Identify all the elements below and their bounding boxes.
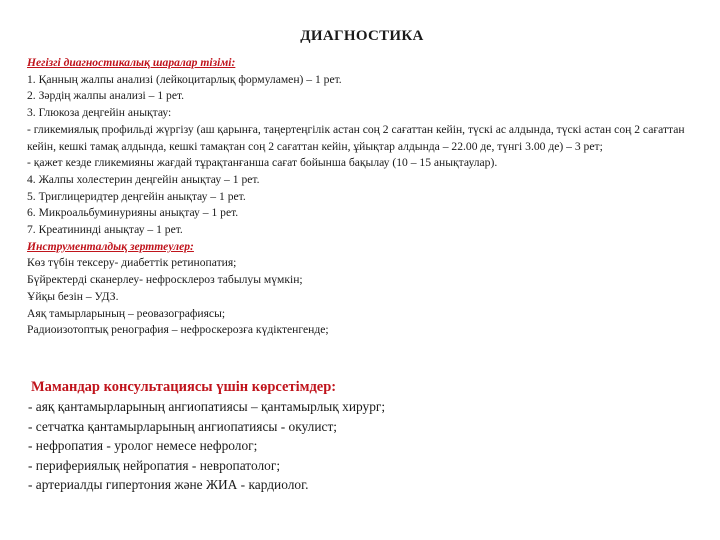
diagnostic-item: - қажет кезде гликемияны жағдай тұрақтанғанша сағат бойынша бақылау (10 – 15 анықтаулар).	[27, 156, 498, 170]
diagnostic-item: 7. Креатининді анықтау – 1 рет.	[27, 223, 183, 237]
diagnostic-item: 6. Микроальбуминурияны анықтау – 1 рет.	[27, 206, 239, 220]
instrumental-heading: Инструменталдық зерттеулер:	[27, 239, 194, 253]
diagnostic-item: - гликемиялық профильді жүргізу (аш қарынға, таңертеңгілік астан соң 2 сағаттан кейін, түскі ас алдында, түскі астан соң 2 сағаттан кейін, кешкі тамақ алдында, кешкі тамақтан соң 2 сағаттан кейін, ұйықтар алдында – 22.00 де, түнгі 3.00 де) – 3 рет;	[27, 122, 685, 153]
page-title: ДИАГНОСТИКА	[300, 28, 424, 44]
instrumental-item: Радиоизотоптық ренография – нефроскерозға күдіктенгенде;	[27, 323, 329, 337]
diagnostic-item: 2. Зәрдің жалпы анализі – 1 рет.	[27, 89, 185, 103]
consultation-item: - аяқ қантамырларының ангиопатиясы – қантамырлық хирург;	[28, 399, 386, 414]
consultation-heading: Мамандар консультациясы үшін көрсетімдер:	[31, 379, 337, 395]
instrumental-item: Ұйқы безін – УДЗ.	[27, 289, 119, 303]
consultation-item: - артериалды гипертония және ЖИА - кардиолог.	[28, 477, 309, 493]
diagnostic-item: 4. Жалпы холестерин деңгейін анықтау – 1 рет.	[27, 172, 260, 186]
consultation-list	[28, 397, 698, 495]
instrumental-item: Аяқ тамырларының – реовазографиясы;	[27, 306, 226, 320]
main-diagnostics-heading: Негізгі диагностикалық шаралар тізімі:	[27, 56, 236, 69]
diagnostic-item: 1. Қанның жалпы анализі (лейкоцитарлық формуламен) – 1 рет.	[27, 72, 342, 86]
instrumental-item: Көз түбін тексеру- диабеттік ретинопатия;	[27, 256, 237, 270]
consultation-item: - нефропатия - уролог немесе нефролог;	[28, 438, 258, 454]
consultation-item: - перифериялық нейропатия - невропатолог;	[28, 457, 281, 473]
consultation-item: - сетчатка қантамырларының ангиопатиясы - окулист;	[28, 418, 338, 434]
diagnostic-item: 3. Глюкоза деңгейін анықтау:	[27, 106, 172, 120]
instrumental-item: Бүйректерді сканерлеу- нефросклероз табылуы мүмкін;	[27, 273, 303, 287]
consultation-block	[28, 377, 698, 495]
diagnostic-item: 5. Триглицеридтер деңгейін анықтау – 1 рет.	[27, 189, 246, 203]
diagnostics-block	[27, 55, 697, 339]
